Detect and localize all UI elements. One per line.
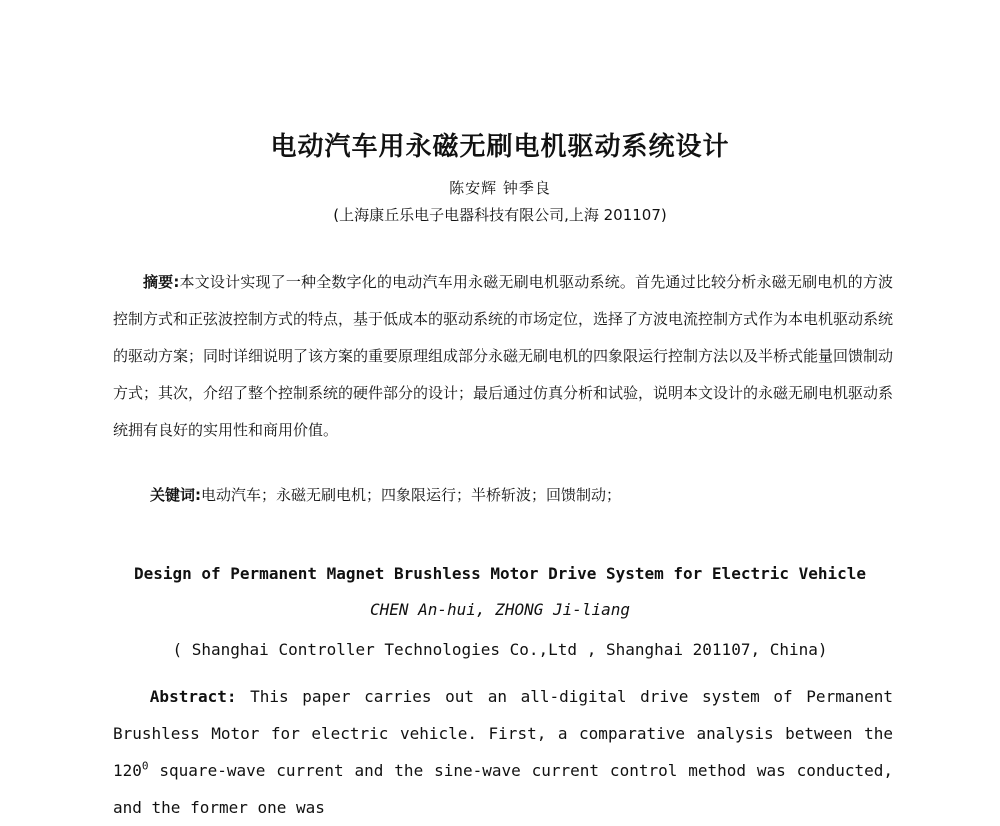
chinese-abstract-label: 摘要: [143,273,180,291]
chinese-abstract-text: 本文设计实现了一种全数字化的电动汽车用永磁无刷电机驱动系统。首先通过比较分析永磁无刷电机的方波控制方式和正弦波控制方式的特点，基于低成本的驱动系统的市场定位，选择了方波电流控制方式作为本电机驱动系统的驱动方案；同时详细说明了该方案的重要原理组成部分永磁无刷电机的四象限运行控制方法以及半桥式能量回馈制动方式；其次，介绍了整个控制系统的硬件部分的设计；最后通过仿真分析和试验，说明本文设计的永磁无刷电机驱动系统拥有良好的实用性和商用价值。 [113,273,894,439]
chinese-keywords-label: 关键词: [150,486,201,504]
english-abstract-text-1: This paper carries out an all-digital drive system of Permanent Brushless Motor for electric vehicle. First, a comparative analysis between the 120 [113,687,893,780]
english-authors: CHEN An-hui, ZHONG Ji-liang [369,600,631,619]
degree-superscript: 0 [141,759,149,773]
english-affiliation: ( Shanghai Controller Technologies Co.,Ltd , Shanghai 201107, China) [172,640,828,659]
chinese-keywords [150,484,890,505]
chinese-affiliation: (上海康丘乐电子电器科技有限公司,上海 201107) [333,206,667,224]
chinese-authors: 陈安辉 钟季良 [449,179,551,197]
chinese-keywords-text: 电动汽车；永磁无刷电机；四象限运行；半桥斩波；回馈制动； [201,486,622,504]
english-abstract [113,678,893,826]
chinese-title: 电动汽车用永磁无刷电机驱动系统设计 [270,132,730,162]
english-abstract-text-2: square-wave current and the sine-wave current control method was conducted, and the former one was [113,761,893,817]
english-abstract-label: Abstract: [149,687,237,706]
english-title: Design of Permanent Magnet Brushless Motor Drive System for Electric Vehicle [133,564,867,583]
chinese-abstract [113,264,893,449]
